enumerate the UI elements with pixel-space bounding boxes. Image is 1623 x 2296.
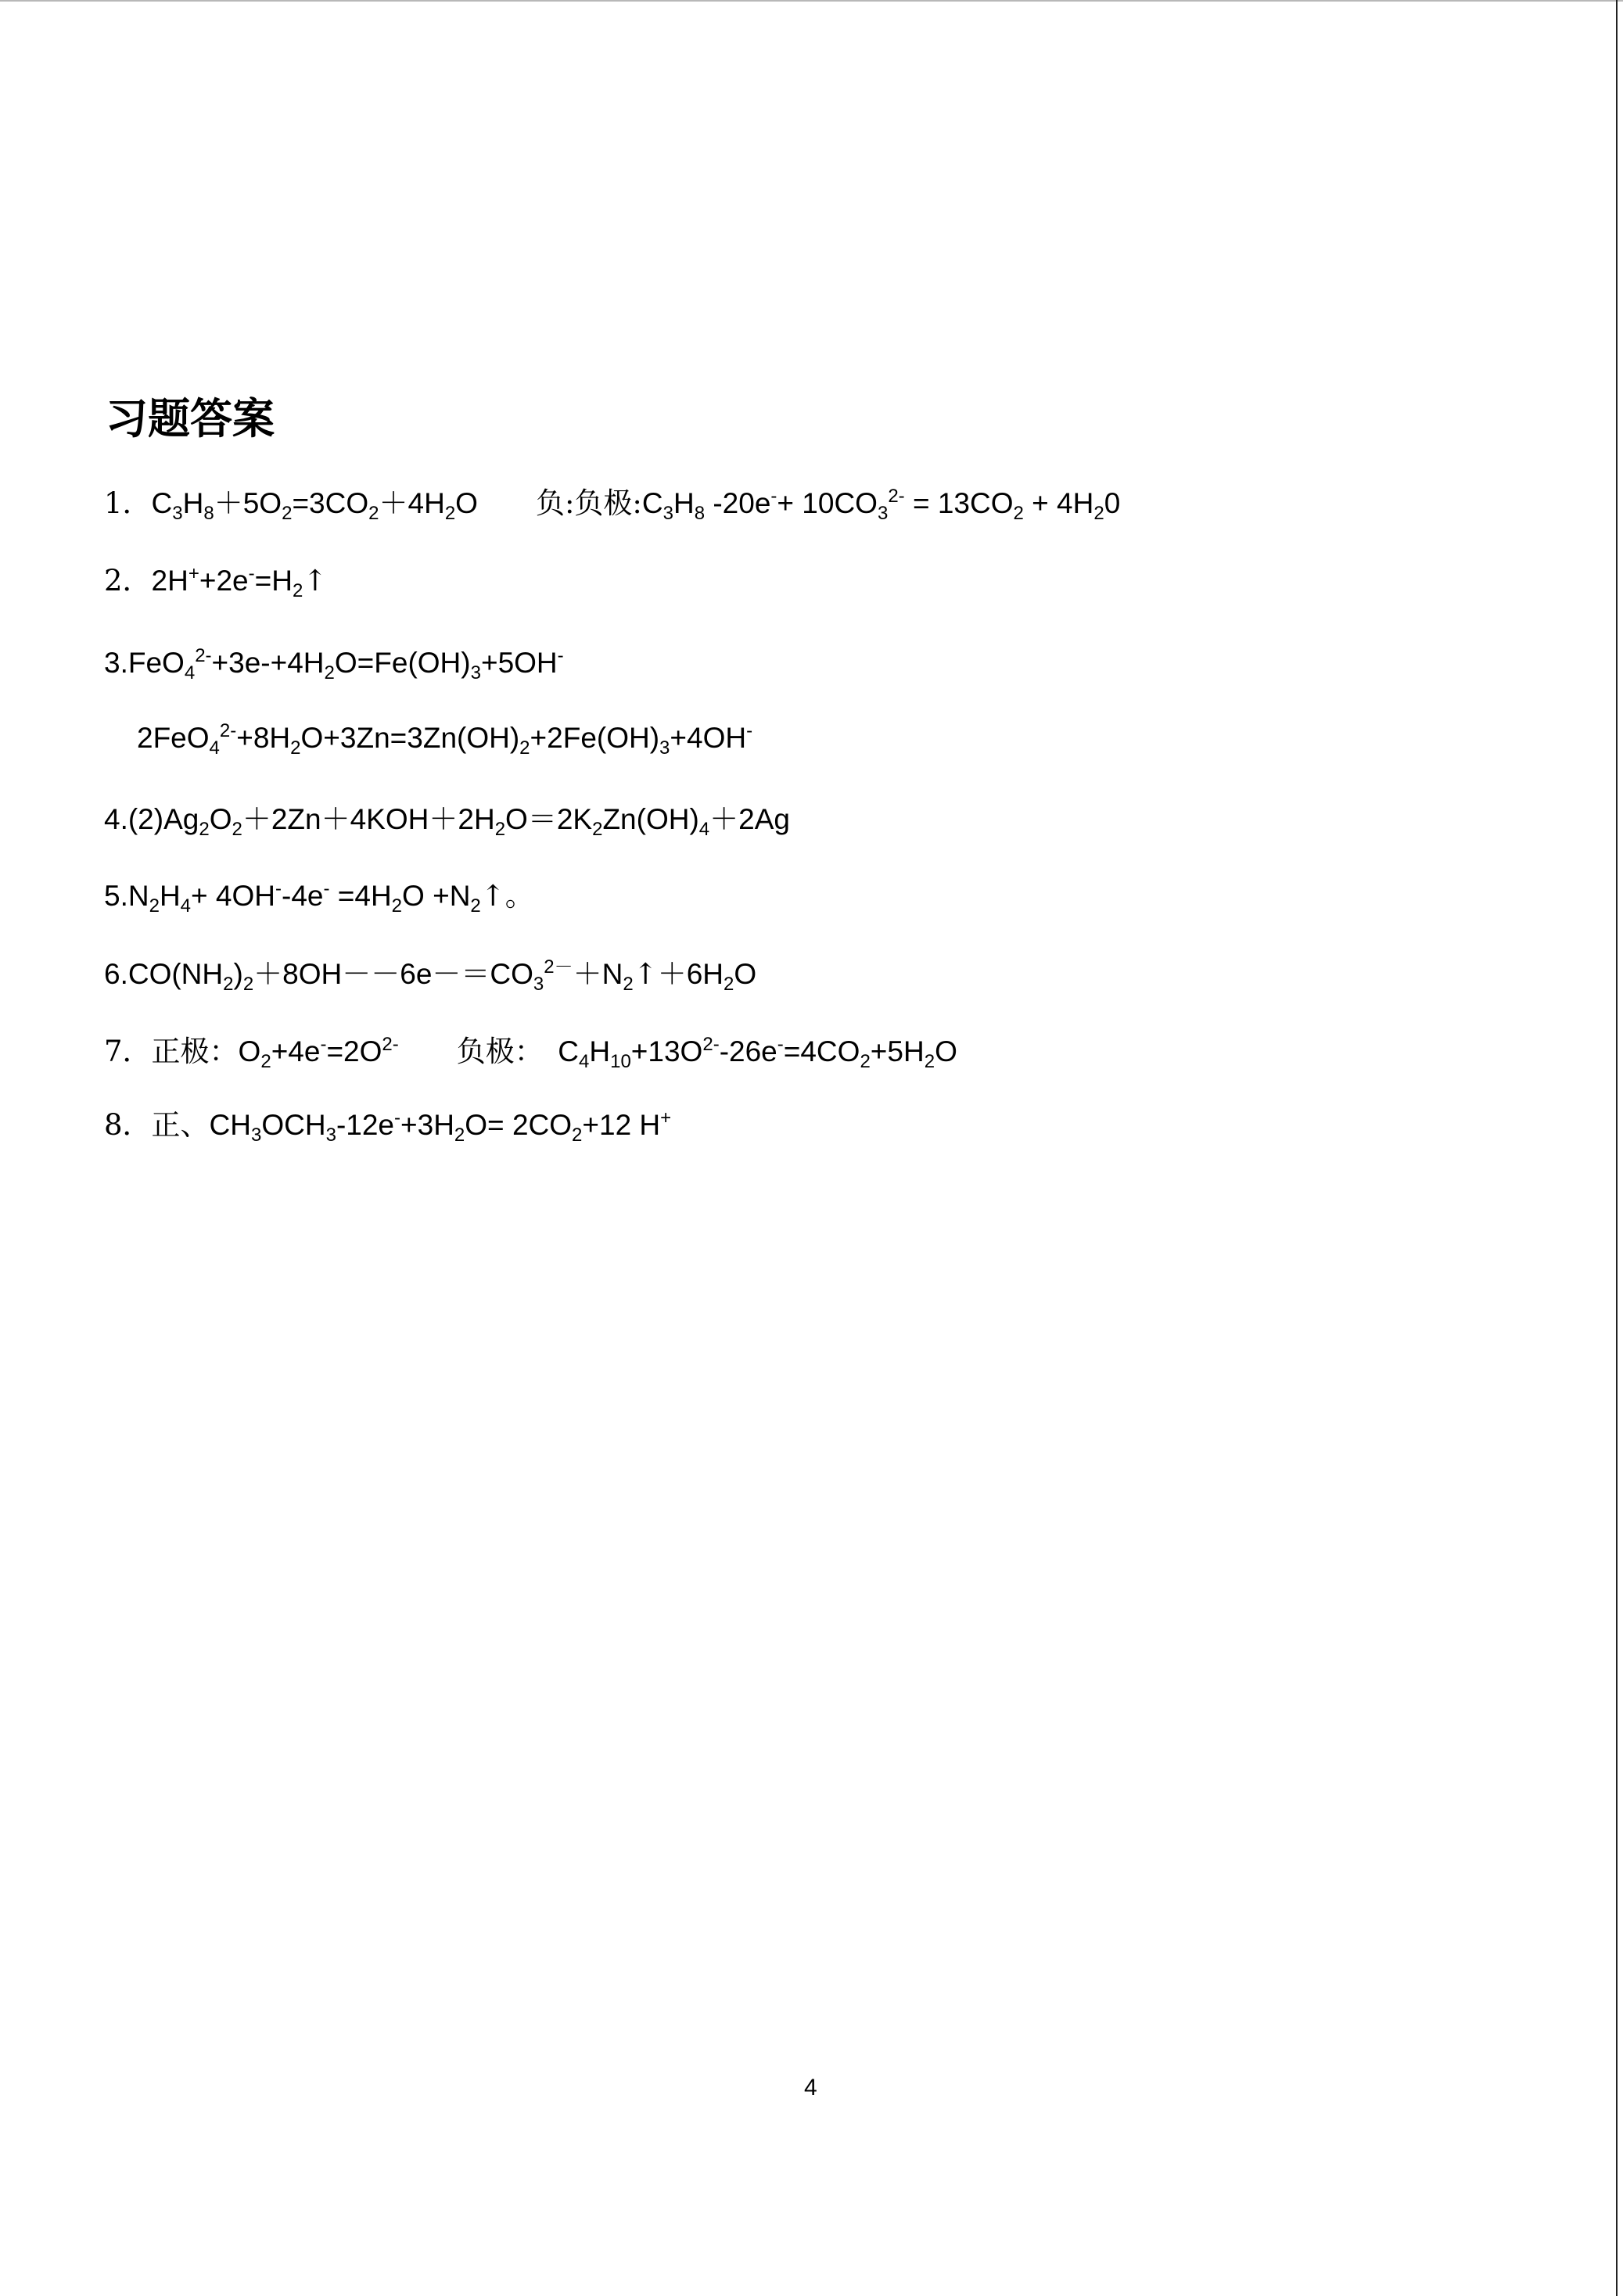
formula-part: ＋ — [253, 957, 283, 991]
formula-part: + — [660, 1107, 672, 1128]
formula-part: －＝ — [432, 957, 490, 991]
formula-part: 0 — [1104, 487, 1121, 519]
formula-part: ) — [233, 958, 243, 990]
page-top-border — [0, 0, 1623, 2]
formula-part: 2 — [260, 1051, 271, 1072]
formula-part: + — [188, 563, 199, 584]
formula-part: 2- — [888, 486, 905, 507]
formula-part: +4e — [271, 1035, 321, 1067]
answer-line — [104, 561, 327, 601]
formula-part: +2Fe(OH) — [530, 722, 660, 754]
formula-part: - — [777, 1034, 784, 1055]
formula-part: O +N — [402, 880, 471, 912]
formula-part: 2 — [149, 895, 160, 917]
formula-part: －－ — [342, 957, 400, 991]
formula-part: ＋ — [379, 486, 408, 520]
formula-part: - — [770, 486, 777, 507]
formula-part: 2 — [572, 1125, 583, 1146]
formula-part: ↑ — [303, 564, 328, 597]
formula-part: 4 — [579, 1051, 590, 1072]
formula-part: O — [935, 1035, 957, 1067]
formula-part: 8．正、 — [104, 1108, 210, 1142]
answer-line — [104, 1106, 671, 1145]
formula-part: 3.FeO — [104, 647, 185, 679]
formula-part: 2 — [724, 974, 734, 995]
formula-part: ＋ — [573, 957, 602, 991]
answer-line — [104, 644, 564, 683]
formula-part: - — [323, 878, 330, 899]
formula-part: 负极： — [398, 1035, 558, 1068]
formula-part: + 4H — [1023, 487, 1094, 519]
formula-part: - — [557, 645, 564, 666]
formula-part: ↑＋ — [633, 957, 687, 991]
formula-part: 2 — [470, 895, 481, 917]
formula-part: - — [320, 1034, 327, 1055]
formula-part: =4H — [329, 880, 392, 912]
answer-line — [104, 877, 534, 916]
formula-part: 8 — [203, 503, 214, 524]
formula-part: +12 H — [582, 1109, 661, 1141]
formula-part: -12e — [336, 1109, 395, 1141]
formula-part: +2e — [199, 565, 249, 597]
formula-part: 2 — [223, 974, 234, 995]
formula-part: H — [182, 487, 204, 519]
formula-part: CH — [209, 1109, 251, 1141]
formula-part: =3CO — [292, 487, 369, 519]
answer-line — [104, 1032, 957, 1071]
formula-part: 2FeO — [137, 722, 210, 754]
formula-part: 10 — [610, 1051, 631, 1072]
formula-part: 2 — [282, 503, 293, 524]
formula-part: + 4OH — [191, 880, 275, 912]
formula-part: - — [394, 1107, 401, 1128]
formula-part: H — [159, 880, 181, 912]
formula-part: - — [248, 563, 255, 584]
formula-part: =2O — [326, 1035, 382, 1067]
formula-part: 4 — [184, 662, 196, 683]
formula-part: +4OH — [670, 722, 747, 754]
page-number: 4 — [804, 2075, 817, 2100]
formula-part: ↑。 — [480, 879, 534, 913]
formula-part: 2K — [556, 803, 593, 835]
formula-part: = 13CO — [904, 487, 1014, 519]
formula-part: H — [673, 487, 695, 519]
formula-part: 2- — [195, 645, 212, 666]
formula-part: 4 — [698, 819, 710, 840]
formula-part: 4.(2)Ag — [104, 803, 199, 835]
formula-part: 2 — [1093, 503, 1104, 524]
formula-part: 2 — [924, 1051, 935, 1072]
formula-part: 4H — [408, 487, 445, 519]
formula-part: 2- — [382, 1034, 399, 1055]
formula-part: O — [455, 487, 478, 519]
formula-part: 2 — [290, 737, 301, 759]
formula-part: =4CO — [783, 1035, 860, 1067]
formula-part: +5H — [870, 1035, 925, 1067]
formula-part: 2 — [592, 819, 603, 840]
formula-part: Zn(OH) — [602, 803, 699, 835]
formula-part: +5OH — [480, 647, 558, 679]
formula-part: 6H — [686, 958, 724, 990]
formula-part: 2 — [860, 1051, 871, 1072]
formula-part: 4KOH — [350, 803, 429, 835]
formula-part: -20e — [705, 487, 771, 519]
formula-part: O — [734, 958, 757, 990]
formula-part: 2- — [219, 720, 237, 741]
formula-part: - — [275, 878, 282, 899]
formula-part: 负:负极: — [477, 486, 642, 520]
formula-part: N — [601, 958, 623, 990]
formula-part: 2 — [232, 819, 242, 840]
formula-part: O — [505, 803, 528, 835]
formula-part: 5O — [242, 487, 282, 519]
formula-part: =H — [254, 565, 293, 597]
formula-part: 3 — [659, 737, 670, 759]
page-title: 习题答案 — [106, 396, 275, 443]
formula-part: + 10CO — [777, 487, 878, 519]
formula-part: 2 — [391, 895, 403, 917]
answer-line — [104, 955, 756, 994]
formula-part: O — [238, 1035, 261, 1067]
formula-part: 2 — [454, 1125, 465, 1146]
formula-part: C — [151, 487, 173, 519]
formula-part: 3 — [470, 662, 481, 683]
formula-part: ＋ — [429, 802, 458, 836]
formula-part: 3 — [533, 974, 544, 995]
formula-part: 2H — [458, 803, 495, 835]
answer-line — [137, 719, 752, 758]
formula-part: OCH — [261, 1109, 326, 1141]
formula-part: 3 — [877, 503, 889, 524]
formula-part: 6e — [400, 958, 433, 990]
formula-part: -26e — [719, 1035, 777, 1067]
formula-part: 7．正极： — [104, 1035, 239, 1068]
formula-part: 2 — [519, 737, 530, 759]
formula-part: 2Ag — [738, 803, 790, 835]
formula-part: CO — [490, 958, 533, 990]
formula-part: 4 — [180, 895, 192, 917]
formula-part: 2 — [199, 819, 210, 840]
formula-part: 2- — [702, 1034, 720, 1055]
formula-part: O= 2CO — [465, 1109, 573, 1141]
formula-part: 2 — [324, 662, 335, 683]
formula-part: 2 — [242, 974, 254, 995]
answer-line — [104, 800, 790, 839]
formula-part: ＝ — [527, 802, 557, 836]
formula-part: ＋ — [709, 802, 739, 836]
formula-part: 3 — [325, 1125, 336, 1146]
formula-part: 2 — [368, 503, 379, 524]
formula-part: - — [746, 720, 753, 741]
formula-part: -4e — [282, 880, 324, 912]
formula-part: 2 — [292, 580, 303, 601]
formula-part: +13O — [630, 1035, 703, 1067]
formula-part: +3H — [400, 1109, 454, 1141]
formula-part: 2 — [1013, 503, 1024, 524]
formula-part: H — [589, 1035, 611, 1067]
formula-part: 8 — [694, 503, 706, 524]
formula-part: 6.CO(NH — [104, 958, 224, 990]
answer-line — [104, 484, 1120, 523]
formula-part: 2Zn — [271, 803, 321, 835]
formula-part: +3e-+4H — [211, 647, 325, 679]
formula-part: 2－ — [544, 956, 573, 978]
formula-part: O+3Zn=3Zn(OH) — [300, 722, 520, 754]
formula-part: C — [558, 1035, 579, 1067]
formula-part: O=Fe(OH) — [334, 647, 471, 679]
page-right-border — [1616, 0, 1618, 2296]
formula-part: 2H — [151, 565, 189, 597]
formula-part: O — [209, 803, 232, 835]
formula-part: 2． — [104, 564, 152, 597]
formula-part: ＋ — [214, 486, 243, 520]
formula-part: 3 — [662, 503, 673, 524]
formula-part: 2 — [444, 503, 456, 524]
formula-part: 5.N — [104, 880, 149, 912]
formula-part: ＋ — [242, 802, 271, 836]
formula-part: C — [641, 487, 663, 519]
formula-part: 8OH — [282, 958, 343, 990]
formula-part: 3 — [172, 503, 183, 524]
formula-part: 3 — [251, 1125, 262, 1146]
formula-part: +8H — [236, 722, 291, 754]
formula-part: ＋ — [321, 802, 350, 836]
formula-part: 4 — [209, 737, 220, 759]
formula-part: 2 — [623, 974, 634, 995]
formula-part: 2 — [494, 819, 506, 840]
formula-part: 1． — [104, 486, 152, 520]
